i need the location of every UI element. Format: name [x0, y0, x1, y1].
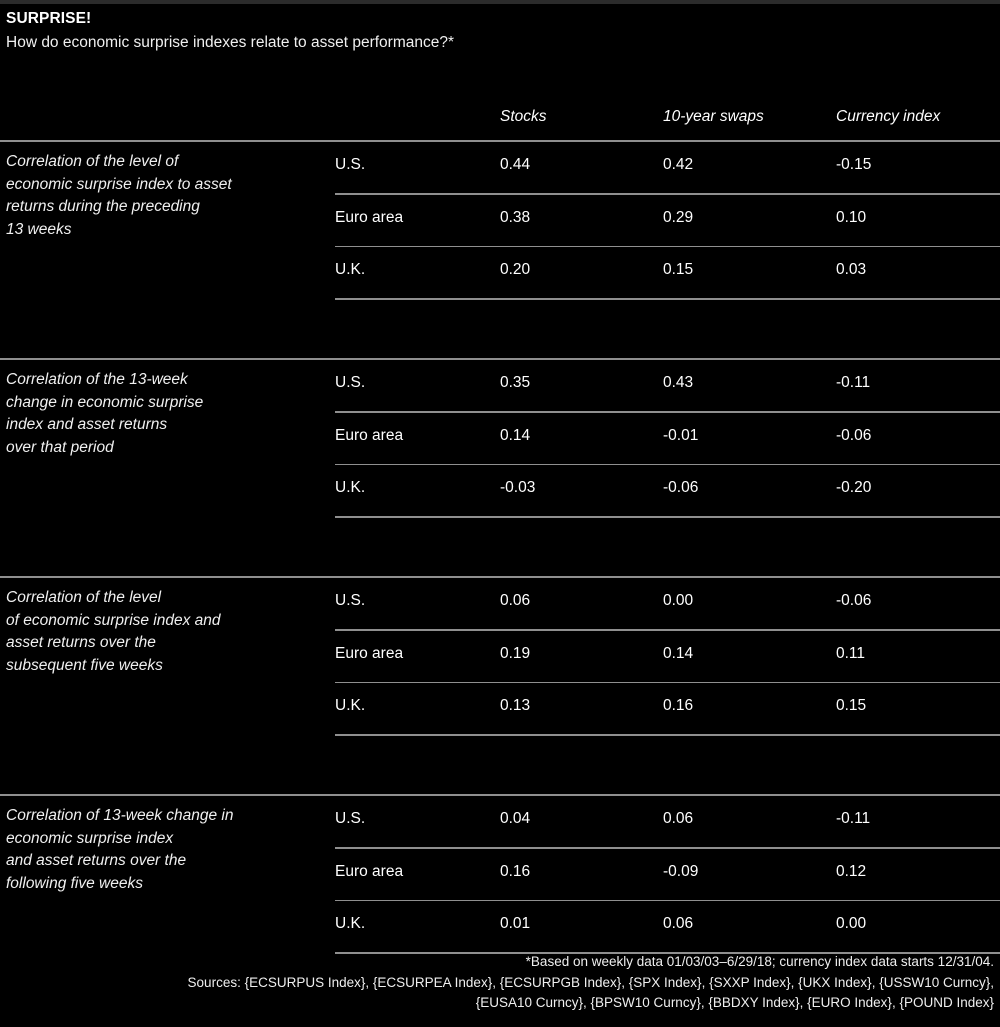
table-row: [0, 413, 1000, 464]
block-label-line: Correlation of the level: [6, 589, 162, 606]
cell-currency-index: 0.11: [836, 644, 866, 662]
cell-swaps: 0.06: [663, 810, 694, 827]
block-label-line: returns during the preceding: [6, 198, 200, 215]
cell-currency-index: -0.06: [836, 592, 872, 609]
cell-region: U.S.: [335, 156, 366, 173]
cell-swaps: 0.06: [663, 915, 694, 932]
block-label-line: Correlation of 13-week change in: [6, 807, 234, 824]
cell-swaps: -0.01: [663, 426, 699, 444]
cell-region: U.S.: [335, 592, 366, 609]
cell-stocks: 0.16: [500, 862, 531, 880]
cell-swaps: 0.16: [663, 697, 694, 714]
table-row: [0, 578, 1000, 629]
cell-region: U.S.: [335, 374, 366, 391]
block-spacer: [0, 300, 1000, 358]
correlation-table: [0, 108, 1000, 954]
table-block-4: [0, 794, 1000, 954]
cell-region: U.K.: [335, 261, 366, 278]
block-spacer: [0, 518, 1000, 576]
footnote-sources-line-2: {EUSA10 Curncy}, {BPSW10 Curncy}, {BBDXY Index}, {EURO Index}, {POUND Index}: [475, 995, 994, 1010]
table-row: [0, 631, 1000, 682]
cell-currency-index: -0.11: [836, 374, 871, 391]
cell-stocks: 0.06: [500, 592, 531, 609]
cell-currency-index: 0.00: [836, 915, 867, 932]
block-label-line: 13 weeks: [6, 220, 72, 238]
column-header-row: [0, 108, 1000, 140]
cell-currency-index: -0.15: [836, 156, 872, 173]
table-block-3: [0, 576, 1000, 794]
cell-region: U.K.: [335, 479, 366, 496]
cell-region: U.K.: [335, 915, 366, 932]
block-spacer: [0, 736, 1000, 794]
table-row: [0, 683, 1000, 734]
cell-region: Euro area: [335, 644, 404, 662]
block-bottom-rule: [335, 516, 1000, 518]
table-row: [0, 901, 1000, 952]
page-subtitle: How do economic surprise indexes relate to asset performance?*: [6, 34, 455, 51]
block-label-line: economic surprise index: [6, 829, 174, 847]
block-label-line: economic surprise index to asset: [6, 175, 232, 193]
column-header-stocks: Stocks: [500, 108, 547, 125]
block-label-line: and asset returns over the: [6, 852, 187, 869]
table-row: [0, 849, 1000, 900]
cell-stocks: 0.44: [500, 156, 531, 173]
cell-stocks: 0.19: [500, 644, 531, 662]
top-accent-bar: [0, 0, 1000, 4]
cell-swaps: 0.42: [663, 156, 694, 173]
column-header-currency-index: Currency index: [836, 108, 941, 125]
footnotes: [0, 952, 994, 1014]
cell-stocks: -0.03: [500, 479, 536, 496]
cell-swaps: 0.15: [663, 261, 694, 278]
cell-currency-index: 0.03: [836, 261, 867, 278]
table-row: [0, 465, 1000, 516]
cell-region: Euro area: [335, 426, 404, 444]
cell-stocks: 0.04: [500, 810, 531, 827]
cell-stocks: 0.35: [500, 374, 531, 391]
block-label-line: Correlation of the 13-week: [6, 371, 188, 388]
cell-stocks: 0.38: [500, 208, 531, 226]
cell-currency-index: -0.20: [836, 479, 872, 496]
block-bottom-rule: [335, 298, 1000, 300]
block-bottom-rule: [335, 734, 1000, 736]
block-label-line: over that period: [6, 438, 114, 456]
chart-header: [6, 9, 986, 53]
cell-currency-index: 0.12: [836, 862, 867, 880]
table-block-1: [0, 140, 1000, 358]
table-block-2: [0, 358, 1000, 576]
cell-stocks: 0.20: [500, 261, 531, 278]
cell-currency-index: 0.15: [836, 697, 867, 714]
block-label-line: subsequent five weeks: [6, 656, 163, 674]
cell-swaps: -0.09: [663, 862, 699, 880]
cell-swaps: 0.00: [663, 592, 694, 609]
cell-region: Euro area: [335, 862, 404, 880]
column-header-10-year-swaps: 10-year swaps: [663, 108, 764, 125]
block-label-line: index and asset returns: [6, 416, 168, 433]
table-row: [0, 796, 1000, 847]
cell-currency-index: -0.11: [836, 810, 871, 827]
table-row: [0, 360, 1000, 411]
cell-region: U.K.: [335, 697, 366, 714]
cell-region: U.S.: [335, 810, 366, 827]
cell-swaps: 0.43: [663, 374, 694, 391]
cell-swaps: 0.14: [663, 644, 694, 662]
footnote-sources-line-1: Sources: {ECSURPUS Index}, {ECSURPEA Index}, {ECSURPGB Index}, {SPX Index}, {SXXP Index}, {UKX Index}, {USSW10 Curncy},: [187, 974, 994, 990]
block-label-line: asset returns over the: [6, 634, 156, 651]
cell-currency-index: 0.10: [836, 208, 867, 226]
block-label-line: change in economic surprise: [6, 393, 204, 411]
block-label-line: following five weeks: [6, 874, 143, 892]
cell-stocks: 0.01: [500, 915, 531, 932]
cell-stocks: 0.14: [500, 426, 531, 444]
block-label-line: Correlation of the level of: [6, 153, 179, 170]
cell-swaps: 0.29: [663, 208, 694, 226]
cell-region: Euro area: [335, 208, 404, 226]
block-label-line: of economic surprise index and: [6, 611, 221, 629]
cell-currency-index: -0.06: [836, 426, 872, 444]
footnote-basis: *Based on weekly data 01/03/03–6/29/18; currency index data starts 12/31/04.: [525, 954, 994, 969]
page-title: SURPRISE!: [6, 10, 92, 27]
cell-stocks: 0.13: [500, 697, 531, 714]
table-row: [0, 247, 1000, 298]
table-row: [0, 195, 1000, 246]
cell-swaps: -0.06: [663, 479, 699, 496]
table-row: [0, 142, 1000, 193]
